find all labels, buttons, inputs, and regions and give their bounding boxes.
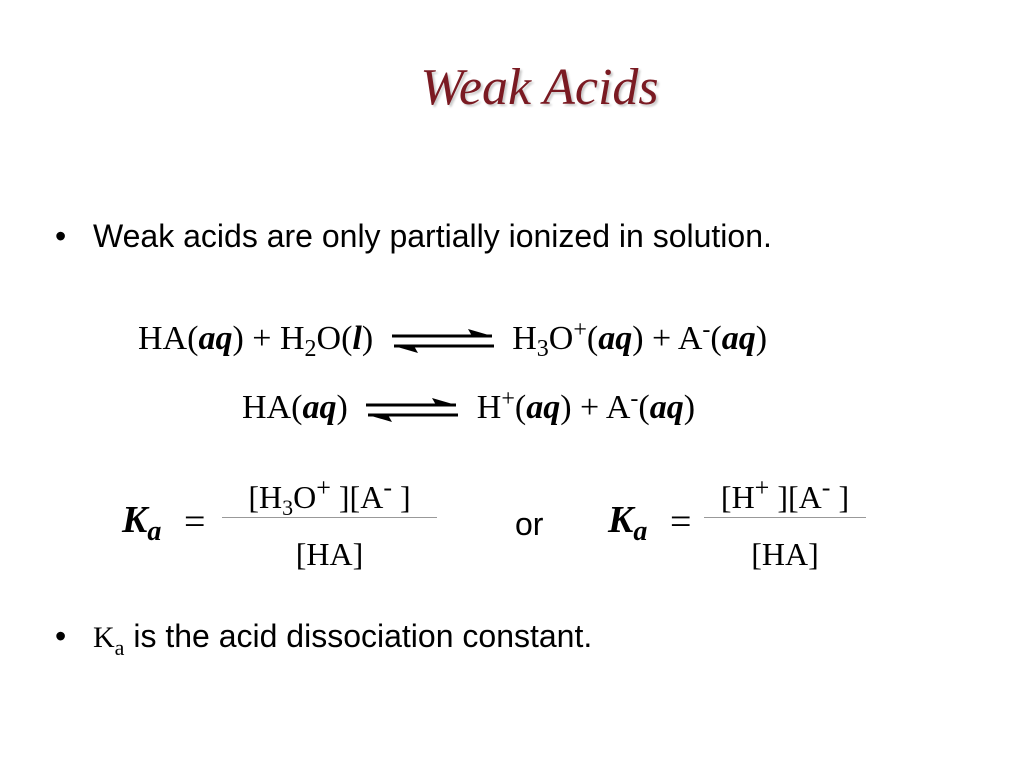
eq1-aq3: aq <box>598 320 633 357</box>
bullet-text: is the acid dissociation constant. <box>124 618 593 654</box>
eq1-plus2: + <box>643 320 678 357</box>
eq1-paren2: ) <box>361 320 374 357</box>
eq2-a-charge: - <box>630 386 639 412</box>
eq1-paren4c: ) <box>755 320 768 357</box>
ka-inline-symbol <box>93 621 125 660</box>
eq1-h3o-o: O <box>548 320 574 357</box>
num-sub: 3 <box>282 495 294 520</box>
equals-sign: = <box>184 501 206 543</box>
equals-sign: = <box>670 501 692 543</box>
equilibrium-arrows-icon <box>388 326 498 356</box>
ka-denominator: [HA] <box>295 536 364 572</box>
eq2-paren3c: ) <box>683 389 696 426</box>
eq1-h3o-h: H <box>512 320 537 357</box>
slide-title-text: Weak Acids <box>420 59 659 116</box>
or-label: or <box>515 506 544 542</box>
eq2-aq: aq <box>302 389 337 426</box>
eq1-h2o-sub: 2 <box>304 336 317 362</box>
bullet-marker: • <box>55 618 67 654</box>
fraction-line <box>704 517 866 518</box>
ka-k: K <box>608 499 634 541</box>
eq2-aq3: aq <box>649 389 684 426</box>
ka-fraction <box>704 473 866 573</box>
equation-ha-dissociation <box>242 386 696 426</box>
eq1-h2o-o: O( <box>316 320 353 357</box>
eq2-paren2c: ) <box>560 389 572 426</box>
num-minus: - <box>383 473 392 502</box>
eq1-h3o-sub: 3 <box>536 336 549 362</box>
eq2-h: H <box>476 389 502 426</box>
eq2-plus: + <box>571 389 606 426</box>
eq1-liquid: l <box>352 320 362 357</box>
ka-symbol <box>608 498 648 547</box>
num-o: O <box>293 479 317 515</box>
ka-numerator <box>704 473 866 516</box>
eq1-ha: HA( <box>138 320 199 357</box>
eq1-paren3c: ) <box>632 320 644 357</box>
slide-title <box>0 59 1024 116</box>
eq2-h-charge: + <box>501 386 515 412</box>
fraction-line <box>222 517 437 518</box>
ka-inline-sub: a <box>114 635 125 660</box>
eq2-ha: HA( <box>242 389 303 426</box>
eq1-plus: + <box>243 320 280 357</box>
num-a: ][A <box>330 479 384 515</box>
num-minus: - <box>821 473 831 502</box>
bullet-marker: • <box>55 218 67 254</box>
eq1-h3o-charge: + <box>573 317 587 343</box>
num-plus: + <box>316 473 331 502</box>
eq2-a: A <box>605 389 631 426</box>
bullet-text: Weak acids are only partially ionized in solution. <box>93 218 772 254</box>
bullet-ka-definition <box>55 618 593 660</box>
eq1-paren: ) <box>232 320 244 357</box>
eq1-paren3: ( <box>586 320 599 357</box>
ka-denominator: [HA] <box>751 536 819 572</box>
eq2-paren: ) <box>336 389 348 426</box>
ka-sub: a <box>147 516 162 547</box>
bullet-weak-acids <box>55 220 772 252</box>
ka-numerator <box>222 473 437 520</box>
eq1-aq4: aq <box>721 320 756 357</box>
eq2-aq2: aq <box>526 389 561 426</box>
eq1-paren4: ( <box>710 320 722 357</box>
num-h: [H <box>720 479 755 515</box>
eq1-aq: aq <box>198 320 233 357</box>
equilibrium-arrows-icon <box>362 395 462 425</box>
eq1-a: A <box>677 320 703 357</box>
num-a: ][A <box>769 479 822 515</box>
eq1-h2o-h: H <box>279 320 305 357</box>
ka-sub: a <box>633 516 648 547</box>
ka-inline-k: K <box>93 621 115 654</box>
eq2-paren3: ( <box>638 389 650 426</box>
ka-symbol <box>122 498 162 547</box>
eq1-a-charge: - <box>702 317 711 343</box>
eq2-paren2: ( <box>514 389 527 426</box>
num-plus: + <box>754 473 770 502</box>
num-close: ] <box>391 479 411 515</box>
equation-ha-water <box>138 317 768 362</box>
num-close: ] <box>830 479 850 515</box>
ka-k: K <box>122 499 148 541</box>
num-h: [H <box>248 479 283 515</box>
ka-fraction <box>222 473 437 573</box>
